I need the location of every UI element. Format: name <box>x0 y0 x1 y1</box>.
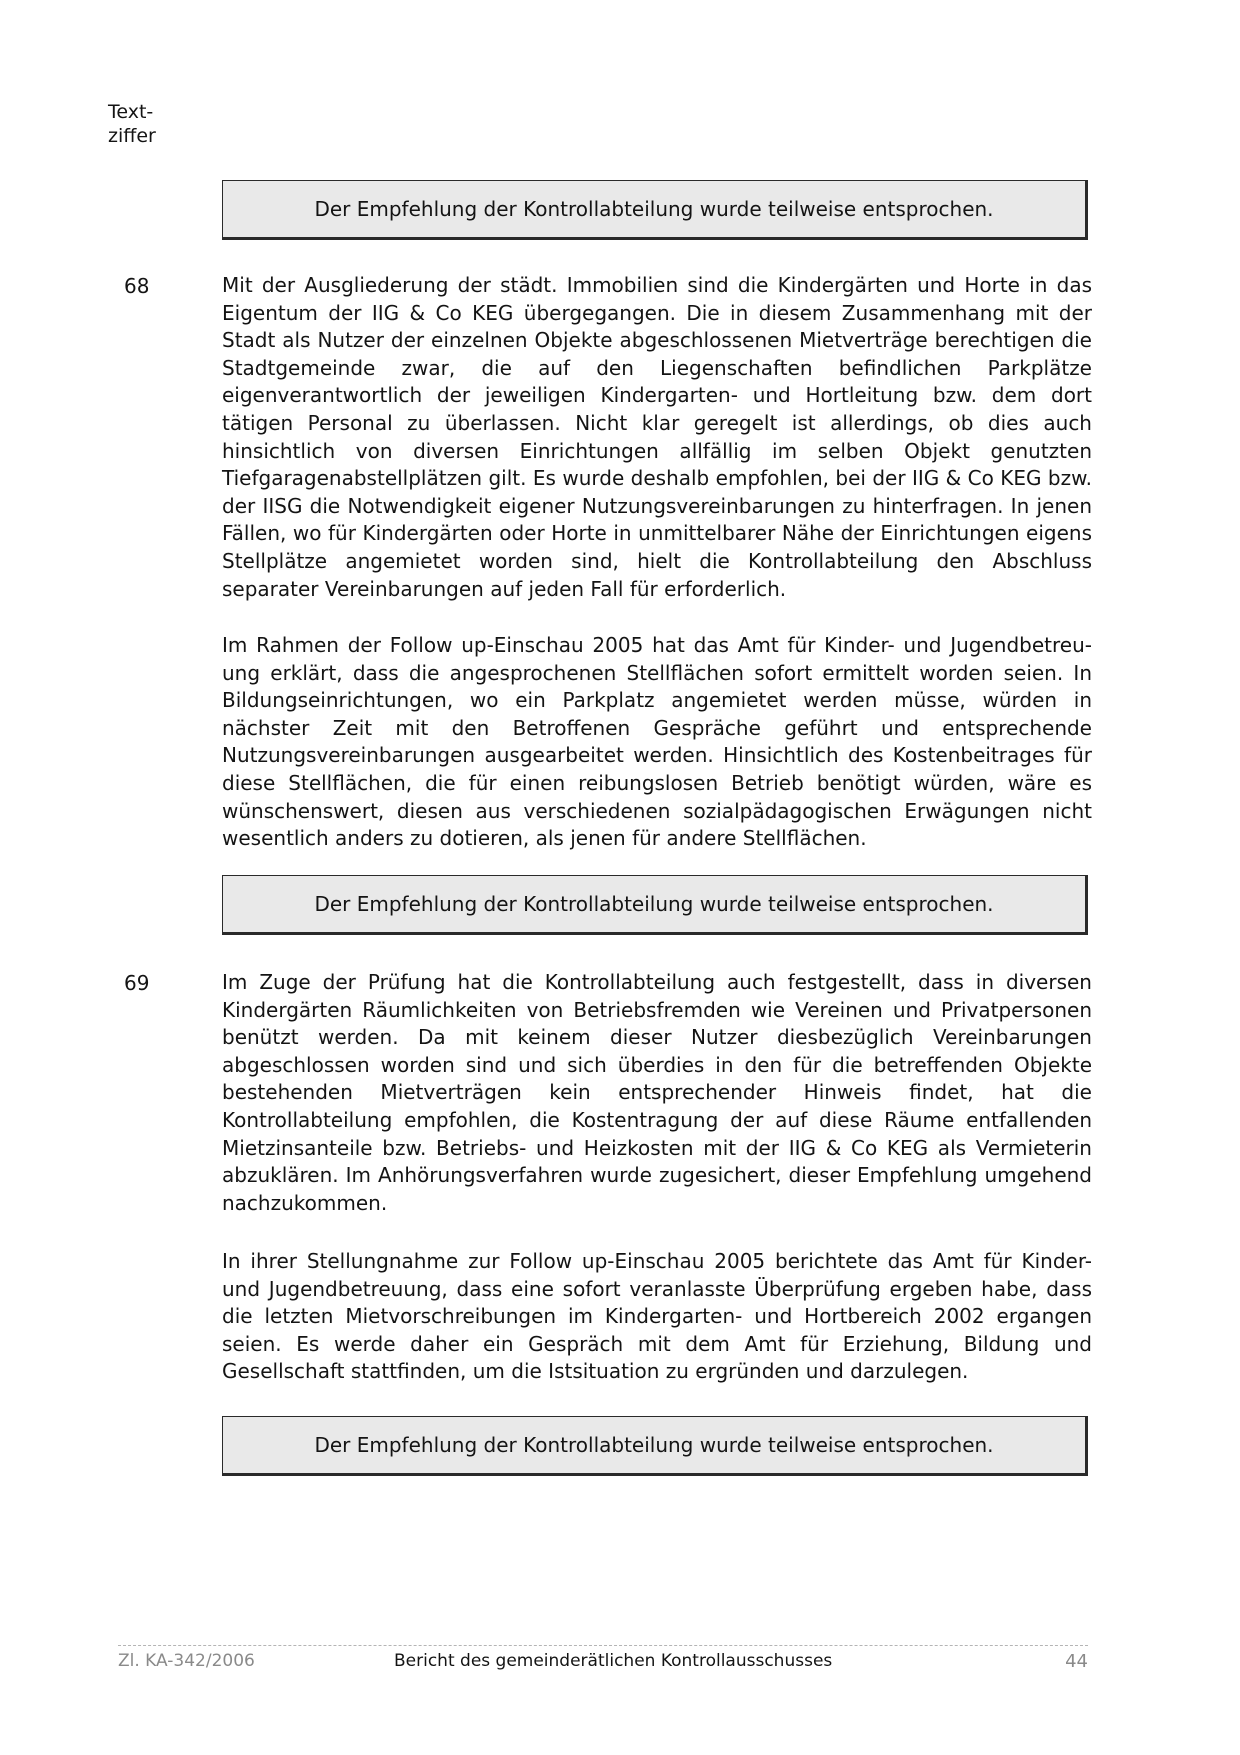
result-box-3: Der Empfehlung der Kontrollabteilung wurde teilweise entsprochen. <box>222 1416 1088 1476</box>
section-69-paragraph-2: In ihrer Stellungnahme zur Follow up-Einschau 2005 berichtete das Amt für Kinder- und Jugendbetreuung, dass eine sofort veranlasste Überprüfung ergeben habe, dass die letzten Mietvorschreibungen im Kindergarten- und Hortbereich 2002 ergangen seien. Es werde daher ein Gespräch mit dem Amt für Erziehung, Bildung und Gesellschaft stattfinden, um die Istsituation zu ergründen und darzulegen. <box>222 1249 1092 1384</box>
result-box-2: Der Empfehlung der Kontrollabteilung wurde teilweise entsprochen. <box>222 875 1088 935</box>
textziffer-label <box>108 100 156 148</box>
footer-reference: Zl. KA-342/2006 <box>118 1651 255 1671</box>
section-number-69: 69 <box>124 971 150 995</box>
section-number-68: 68 <box>124 274 150 298</box>
result-box-1: Der Empfehlung der Kontrollabteilung wurde teilweise entsprochen. <box>222 180 1088 240</box>
textziffer-label-line1: Text- <box>108 101 154 123</box>
textziffer-label-line2: ziffer <box>108 125 156 147</box>
section-68-paragraph-2: Im Rahmen der Follow up-Einschau 2005 hat das Amt für Kinder- und Jugendbetreu-ung erklärt, dass die angesprochenen Stellflächen sofort ermittelt worden seien. In Bildungseinrichtungen, wo ein Parkplatz angemietet werden müsse, würden in nächster Zeit mit den Betroffenen Gespräche geführt und entsprechende Nutzungsvereinbarungen ausgearbeitet werden. Hinsichtlich des Kostenbeitrages für diese Stellflächen, die für einen reibungslosen Betrieb benötigt würden, wäre es wünschenswert, diesen aus verschiedenen sozialpädagogischen Erwägungen nicht wesentlich anders zu dotieren, als jenen für andere Stellflächen. <box>222 633 1092 851</box>
section-68-paragraph-1: Mit der Ausgliederung der städt. Immobilien sind die Kindergärten und Horte in das Eigentum der IIG & Co KEG übergegangen. Die in diesem Zusammenhang mit der Stadt als Nutzer der einzelnen Objekte abgeschlossenen Mietverträge berechtigen die Stadtgemeinde zwar, die auf den Liegenschaften befindlichen Parkplätze eigenverantwortlich der jeweiligen Kindergarten- und Hortleitung bzw. dem dort tätigen Personal zu überlassen. Nicht klar geregelt ist allerdings, ob dies auch hinsichtlich von diversen Einrichtungen allfällig im selben Objekt genutzten Tiefgaragenabstellplätzen gilt. Es wurde deshalb empfohlen, bei der IIG & Co KEG bzw. der IISG die Notwendigkeit eigener Nutzungsvereinbarungen zu hinterfragen. In jenen Fällen, wo für Kindergärten oder Horte in unmittelbarer Nähe der Einrichtungen eigens Stellplätze angemietet worden sind, hielt die Kontrollabteilung den Abschluss separater Vereinbarungen auf jeden Fall für erforderlich. <box>222 273 1092 601</box>
footer-title: Bericht des gemeinderätlichen Kontrollausschusses <box>394 1651 833 1671</box>
page-number: 44 <box>1065 1651 1088 1672</box>
section-69-paragraph-1: Im Zuge der Prüfung hat die Kontrollabteilung auch festgestellt, dass in diversen Kindergärten Räumlichkeiten von Betriebsfremden wie Vereinen und Privatpersonen benützt werden. Da mit keinem dieser Nutzer diesbezüglich Vereinbarungen abgeschlossen worden sind und sich überdies in den für die betreffenden Objekte bestehenden Mietverträgen kein entsprechender Hinweis findet, hat die Kontrollabteilung empfohlen, die Kostentragung der auf diese Räume entfallenden Mietzinsanteile bzw. Betriebs- und Heizkosten mit der IIG & Co KEG als Vermieterin abzuklären. Im Anhörungsverfahren wurde zugesichert, dieser Empfehlung umgehend nachzukommen. <box>222 970 1092 1215</box>
footer-divider <box>118 1645 1088 1646</box>
